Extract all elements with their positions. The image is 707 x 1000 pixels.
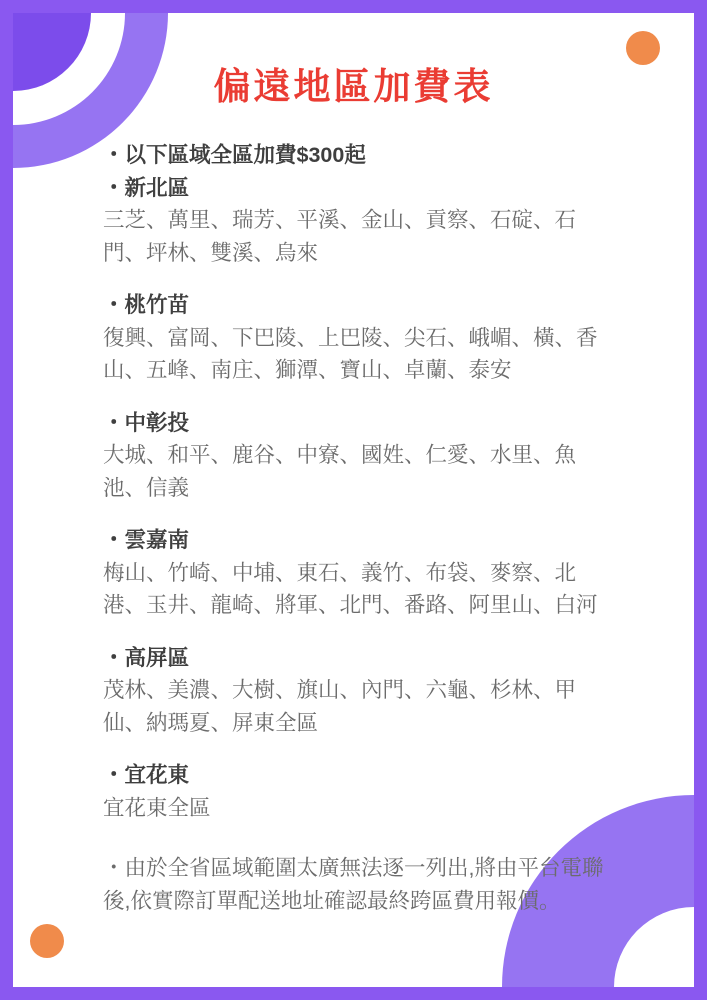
surcharge-list xyxy=(103,139,606,917)
section-body: 宜花東全區 xyxy=(103,795,211,820)
orange-dot-top-right xyxy=(626,31,660,65)
section-tao-chu-miao xyxy=(103,289,606,387)
section-header: ・宜花東 xyxy=(103,763,190,787)
section-header: ・新北區 xyxy=(103,175,190,200)
section-header: ・桃竹苗 xyxy=(103,293,190,317)
section-header: ・雲嘉南 xyxy=(103,528,190,552)
section-body: 三芝、萬里、瑞芳、平溪、金山、貢察、石碇、石門、坪林、雙溪、烏來 xyxy=(103,208,577,265)
section-new-taipei xyxy=(103,172,606,270)
section-body: 茂林、美濃、大樹、旗山、內門、六龜、杉林、甲仙、納瑪夏、屏東全區 xyxy=(103,678,577,735)
content-card xyxy=(13,13,694,987)
section-body: 梅山、竹崎、中埔、東石、義竹、布袋、麥察、北港、玉井、龍崎、將軍、北門、番路、阿里山、白河 xyxy=(103,560,598,617)
section-header: ・高屏區 xyxy=(103,645,190,670)
section-body: 大城、和平、鹿谷、中寮、國姓、仁愛、水里、魚池、信義 xyxy=(103,443,577,500)
footnote: ・由於全省區域範圍太廣無法逐一列出,將由平台電聯後,依實際訂單配送地址確認最終跨區費用報價。 xyxy=(103,856,604,913)
orange-dot-bottom-left xyxy=(30,924,64,958)
page-title: 偏遠地區加費表 xyxy=(213,66,494,107)
section-yi-hua-tung xyxy=(103,759,606,824)
section-header: ・中彰投 xyxy=(103,410,190,435)
section-yun-chia-nan xyxy=(103,524,606,622)
section-kao-ping xyxy=(103,642,606,740)
section-body: 復興、富岡、下巴陵、上巴陵、尖石、峨嵋、橫、香山、五峰、南庄、獅潭、寶山、卓蘭、泰安 xyxy=(103,325,598,382)
intro-line: ・以下區域全區加費$300起 xyxy=(103,143,366,167)
section-chung-chang-tou xyxy=(103,407,606,505)
